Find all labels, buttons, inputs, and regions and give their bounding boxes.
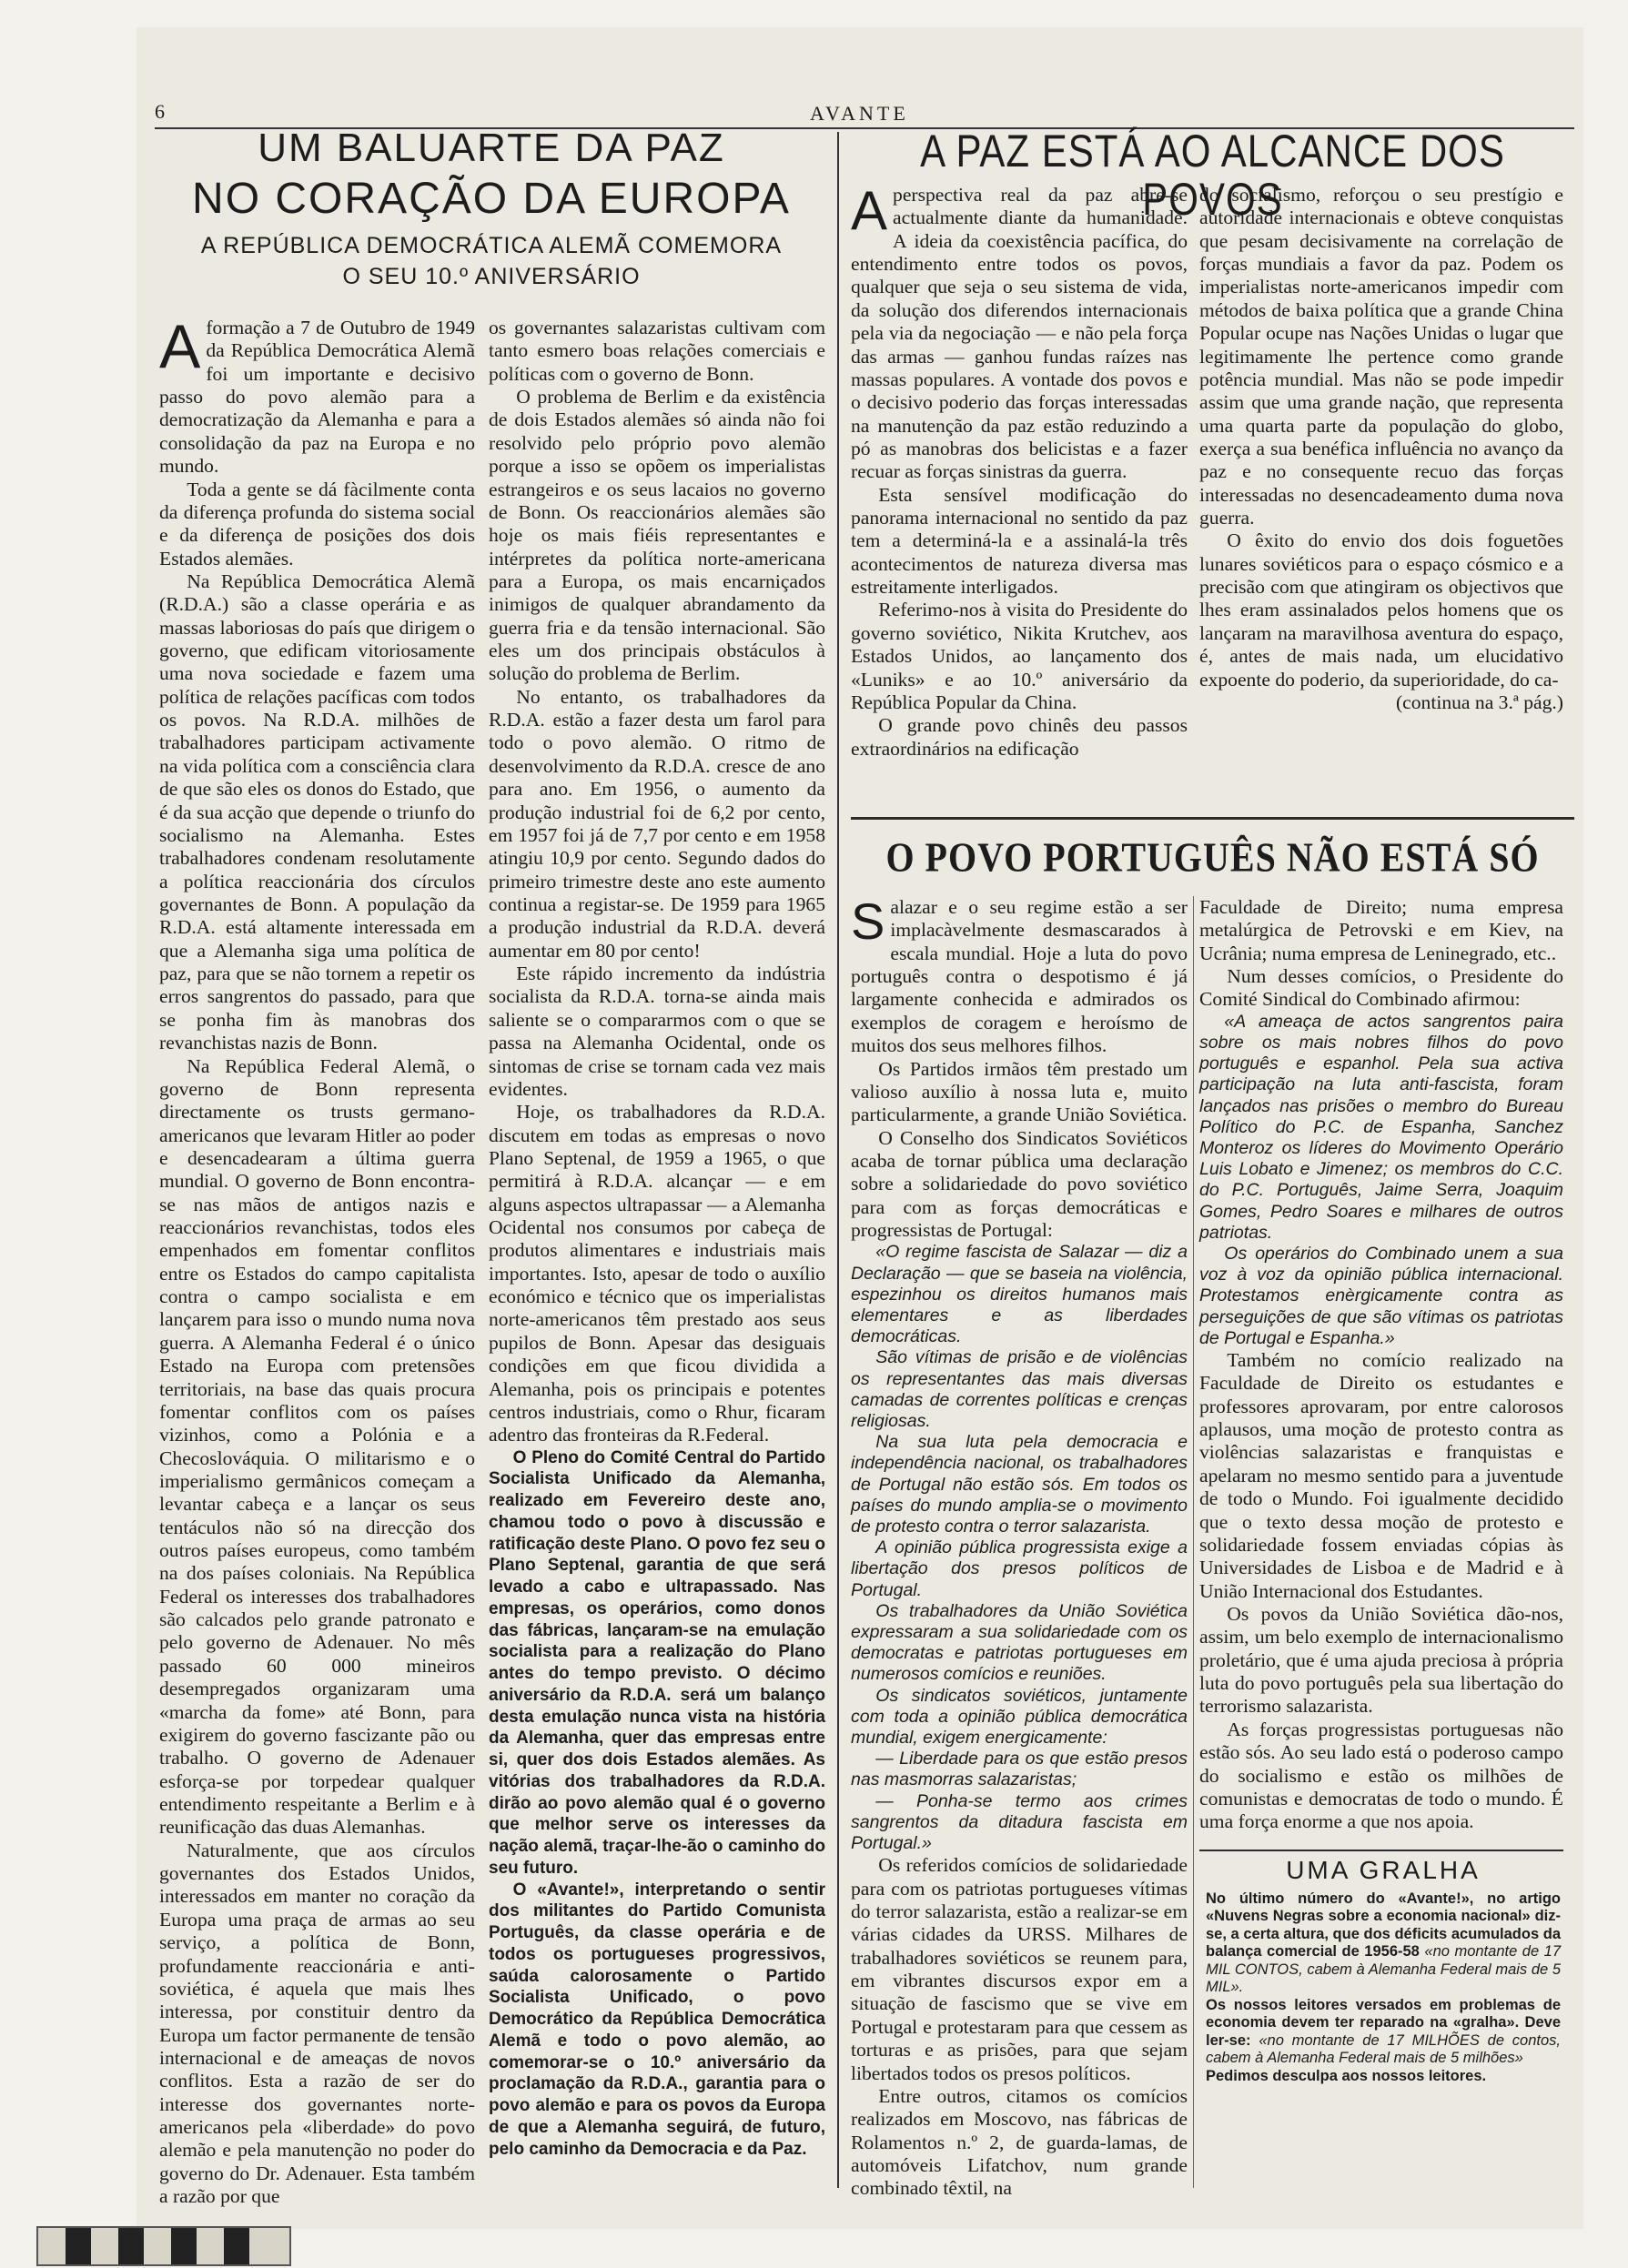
article3-title: O POVO PORTUGUÊS NÃO ESTÁ SÓ bbox=[885, 833, 1540, 881]
ruler-mark bbox=[66, 2228, 91, 2264]
continued-note: (continua na 3.ª pág.) bbox=[1395, 690, 1563, 713]
declaration-quote: «O regime fascista de Salazar — diz a Declaração — que se baseia na violência, espezinhou os direitos humanos mais elementares e as liberdades democráticas. bbox=[851, 1242, 1188, 1347]
article2-paragraph: O grande povo chinês deu passos extraordinários na edificação bbox=[851, 714, 1188, 760]
speech-quote: Os operários do Combinado unem a sua voz à voz da opinião pública internacional. Protestamos enèrgicamente contra as perseguições de que são vítimas os patriotas de Portugal e Espanha.» bbox=[1199, 1244, 1563, 1348]
article1-subtitle-line1: A REPÚBLICA DEMOCRÁTICA ALEMÃ COMEMORA bbox=[200, 232, 783, 258]
column-divider bbox=[837, 132, 839, 2188]
article3-paragraph: Os povos da União Soviética dão-nos, assim, um belo exemplo de internacionalismo proletário, que é uma ajuda preciosa à própria luta do povo português pela sua libertação do terrorismo salazarista. bbox=[1199, 1603, 1563, 1718]
section-divider bbox=[851, 817, 1574, 820]
article1-paragraph: Naturalmente, que aos círculos governantes dos Estados Unidos, interessados em manter no coração da Europa uma praça de armas ao seu serviço, a política de Bonn, profundamente reaccionária e anti-soviética, é aquela que mais lhes interessa, por constituir dentro da Europa um factor permanente de tensão internacional e de ameaças de novos conflitos. Esta a razão de ser do interesse dos governantes norte-americanos pela «liberdade» do povo alemão e pela manutenção no poder do governo do Dr. Adenauer. Esta também a razão por que bbox=[159, 1839, 475, 2208]
declaration-quote: A opinião pública progressista exige a libertação dos presos políticos de Portugal. bbox=[851, 1537, 1188, 1600]
ruler-mark bbox=[118, 2228, 144, 2264]
ruler-mark bbox=[171, 2228, 197, 2264]
scan-ruler bbox=[36, 2226, 291, 2266]
article1-paragraph: Hoje, os trabalhadores da R.D.A. discutem em todas as empresas o novo Plano Septenal, de 1959 a 1965, o que permitirá à R.D.A. alcançar — e em alguns aspectos ultrapassar — a Alemanha Ocidental nos consumos por cabeça de produtos alimentares e industriais mais importantes. Isto, apesar de todo o auxílio económico e técnico que os imperialistas norte-americanos têm prestado aos seus pupilos de Bonn. Apesar das desiguais condições em que ficou dividida a Alemanha, pois os principais e potentes centros industriais, como o Rhur, ficaram adentro das fronteiras da R.Federal. bbox=[489, 1101, 825, 1446]
article1-paragraph: A formação a 7 de Outubro de 1949 da República Democrática Alemã foi um importante e decisivo passo do povo alemão para a democratização da Alemanha e para a consolidação da paz na Europa e no mundo. bbox=[159, 312, 475, 478]
article1-paragraph: os governantes salazaristas cultivam com tanto esmero boas relações comerciais e políticas com o governo de Bonn. bbox=[489, 317, 825, 385]
inner-column-divider bbox=[1193, 896, 1194, 2188]
article1-paragraph: Na República Federal Alemã, o governo de Bonn representa directamente os trusts germano-americanos que levaram Hitler ao poder e desencadearam a última guerra mundial. O governo de Bonn encontra-se nas mãos de antigos nazis e reaccionários revanchistas, todos eles empenhados em fomentar conflitos entre os Estados do campo capitalista contra o campo socialista e em lançarem para isso o mundo numa nova guerra. A Alemanha Federal é o único Estado na Europa com pretensões territoriais, na base das quais procura fomentar conflitos com os países vizinhos, como a Polónia e a Checoslováquia. O militarismo e o imperialismo germânicos começam a levantar cabeça e a lançar os seus tentáculos não só na direcção dos outros países europeus, como também na dos países coloniais. Na República Federal os interesses dos trabalhadores são calcados pelo grande patronato e pelo governo de Adenauer. No mês passado 60 000 mineiros desempregados organizaram uma «marcha da fome» até Bonn, para exigirem do governo fascizante pão ou trabalho. O governo de Adenauer esforça-se por torpedear qualquer entendimento respeitante a Berlim e à reunificação das duas Alemanhas. bbox=[159, 1054, 475, 1839]
correction-text-d: «no montante de 17 MILHÕES de contos, cabem à Alemanha Federal mais de 5 milhões» bbox=[1206, 2031, 1561, 2067]
article1-paragraph: Na República Democrática Alemã (R.D.A.) são a classe operária e as massas laboriosas do país que dirigem o governo, que edificam vitoriosamente uma nova sociedade e fazem uma política de relações pacíficas com todos os povos. Na R.D.A. milhões de trabalhadores participam activamente na vida política com a consciência clara de que são eles os donos do Estado, que é da sua acção que depende o triunfo do socialismo na Alemanha. Estes trabalhadores condenam resolutamente a política reaccionária dos círculos governantes de Bonn. A população da R.D.A. está altamente interessada em que a Alemanha siga uma política de paz, para que se não tornem a repetir os erros sangrentos do passado, para que se ponha fim às manobras dos revanchistas nazis de Bonn. bbox=[159, 570, 475, 1054]
newspaper-name: AVANTE bbox=[810, 102, 909, 125]
article3-paragraph: Faculdade de Direito; numa empresa metalúrgica de Petrovski e em Kiev, na Ucrânia; numa empresa de Leninegrado, etc.. bbox=[1199, 896, 1563, 964]
article2-paragraph: O êxito do envio dos dois foguetões lunares soviéticos para o espaço cósmico e a precisão com que atingiram os objectivos que lhes eram assinalados pelos homens que os lançaram na maravilhosa aventura do espaço, é, antes de mais nada, um elucidativo expoente do poderio, da superioridade, do ca- bbox=[1199, 529, 1563, 690]
declaration-quote: São vítimas de prisão e de violências os representantes das mais diversas camadas de correntes políticas e crenças religiosas. bbox=[851, 1347, 1188, 1432]
article1-paragraph: Este rápido incremento da indústria socialista da R.D.A. torna-se ainda mais saliente se o compararmos com o que se passa na Alemanha Ocidental, onde os sintomas de crise se tornam cada vez mais evidentes. bbox=[489, 963, 825, 1100]
gralha-top-rule bbox=[1199, 1850, 1563, 1851]
article2-column2 bbox=[1199, 184, 1563, 811]
article3-column2 bbox=[1199, 896, 1563, 1842]
article3-column1 bbox=[851, 892, 1188, 2200]
article3-paragraph: O Conselho dos Sindicatos Soviéticos acaba de tornar pública uma declaração sobre a solidariedade do povo soviético para com as forças democráticas e progressistas de Portugal: bbox=[851, 1126, 1188, 1242]
article2-column1 bbox=[851, 180, 1188, 811]
article2-paragraph: Esta sensível modificação do panorama internacional no sentido da paz tem a determiná-la e a assinalá-la três acontecimentos de natureza diversa mas estreitamente interligados. bbox=[851, 483, 1188, 599]
page-number: 6 bbox=[155, 100, 165, 123]
article1-paragraph: No entanto, os trabalhadores da R.D.A. estão a fazer desta um farol para todo o povo alemão. O ritmo de desenvolvimento da R.D.A. cresce de ano para ano. Em 1956, o aumento da produção industrial foi de 6,2 por cento, em 1957 foi já de 7,7 por cento e em 1958 atingiu 10,9 por cento. Segundo dados do primeiro trimestre deste ano este aumento continua a registar-se. De 1959 para 1965 a produção industrial da R.D.A. deverá aumentar em 80 por cento! bbox=[489, 685, 825, 962]
declaration-quote: Na sua luta pela democracia e independência nacional, os trabalhadores de Portugal não estão sós. Em todos os países do mundo amplia-se o movimento de protesto contra o terror salazarista. bbox=[851, 1432, 1188, 1537]
correction-text-b: «no montante de 17 MIL CONTOS, cabem à Alemanha Federal mais de 5 MIL». bbox=[1206, 1943, 1561, 1996]
drop-cap: A bbox=[159, 312, 201, 381]
correction-title: UMA GRALHA bbox=[1286, 1856, 1481, 1884]
article3-paragraph: Também no comício realizado na Faculdade de Direito os estudantes e professores aprovaram, por entre calorosos aplausos, uma moção de protesto contra as violências salazaristas e franquistas e apelaram no mesmo sentido para a juventude de todo o Mundo. Foi igualmente decidido que o texto dessa moção de protesto e solidariedade fossem enviadas cópias às Universidades de Lisboa e de Madrid e à União Internacional dos Estudantes. bbox=[1199, 1349, 1563, 1602]
article3-paragraph: As forças progressistas portuguesas não estão sós. Ao seu lado está o poderoso campo do socialismo e estão os milhões de comunistas e democratas de todo o mundo. É uma força enorme a que nos apoia. bbox=[1199, 1718, 1563, 1833]
article3-headline bbox=[851, 832, 1574, 887]
declaration-quote: — Ponha-se termo aos crimes sangrentos da ditadura fascista em Portugal.» bbox=[851, 1790, 1188, 1854]
correction-notice bbox=[1206, 1856, 1561, 2183]
article2-paragraph: A perspectiva real da paz abre-se actualmente diante da humanidade. A ideia da coexistência pacífica, do entendimento entre todos os povos, qualquer que seja o seu sistema de vida, da solução dos diferendos internacionais pela via da negociação — e não pela força das armas — ganhou fundas raízes nas massas populares. A vontade dos povos e o decisivo poderio das forças interessadas na manutenção da paz estão reduzindo a pó as manobras dos belicistas e a fazer recuar as forças sinistras da guerra. bbox=[851, 180, 1188, 483]
correction-text bbox=[1206, 1890, 1561, 2085]
article2-paragraph: do socialismo, reforçou o seu prestígio e autoridade internacionais e obteve conquistas que pesam decisivamente na correlação de forças mundiais a favor da paz. Podem os imperialistas norte-americanos impedir com métodos de baixa política que a grande China Popular ocupe nas Nações Unidas o lugar que legitimamente lhe pertence como grande potência mundial. Mas não se pode impedir assim que uma grande nação, que representa uma quarta parte da população do globo, exerça a sua benéfica influência no avanço da paz e no consequente recuo das forças interessadas no desencadeamento duma nova guerra. bbox=[1199, 184, 1563, 529]
article1-column1 bbox=[159, 312, 475, 2208]
article1-headline bbox=[155, 127, 828, 309]
article3-paragraph: Salazar e o seu regime estão a ser implacàvelmente desmascarados à escala mundial. Hoje a luta do povo português contra o despotismo é já largamente conhecida e admirados os exemplos de coragem e heroísmo de muitos dos seus melhores filhos. bbox=[851, 892, 1188, 1057]
drop-cap: A bbox=[851, 180, 888, 241]
article1-paragraph: O problema de Berlim e da existência de dois Estados alemães só ainda não foi resolvido pelo próprio povo alemão porque a isso se opõem os imperialistas estrangeiros e os seus lacaios no governo de Bonn. Os reaccionários alemães são hoje os mais fiéis representantes e intérpretes da política norte-americana para a Europa, os mais encarniçados inimigos de qualquer abrandamento da guerra fria e da tensão internacional. São eles um dos principais obstáculos à solução do problema de Berlim. bbox=[489, 386, 825, 685]
declaration-quote: Os trabalhadores da União Soviética expressaram a sua solidariedade com os democratas e patriotas portugueses em numerosos comícios e reuniões. bbox=[851, 1600, 1188, 1685]
article2-title: A PAZ ESTÁ AO ALCANCE DOS POVOS bbox=[920, 125, 1505, 225]
declaration-quote: Os sindicatos soviéticos, juntamente com toda a opinião pública democrática mundial, exigem energicamente: bbox=[851, 1685, 1188, 1749]
article1-title-line2: NO CORAÇÃO DA EUROPA bbox=[192, 175, 791, 224]
article1-title-line1: UM BALUARTE DA PAZ bbox=[258, 126, 725, 170]
article2-paragraph: Referimo-nos à visita do Presidente do governo soviético, Nikita Krutchev, aos Estados Unidos, ao lançamento dos «Luniks» e ao 10.º aniversário da República Popular da China. bbox=[851, 599, 1188, 713]
article1-column2 bbox=[489, 317, 825, 2186]
article1-paragraph: Toda a gente se dá fàcilmente conta da diferença profunda do sistema social e da diferença de posições dos dois Estados alemães. bbox=[159, 478, 475, 570]
article2-headline bbox=[851, 125, 1574, 225]
drop-cap: S bbox=[851, 892, 885, 950]
speech-quote: «A ameaça de actos sangrentos paira sobre os mais nobres filhos do povo português e espanhol. Pela sua activa participação na luta anti-fascista, foram lançados nas prisões o membro do Bureau Político do P.C. de Espanha, Sanchez Monteroz os líderes do Movimento Operário Luis Lobato e Jimenez; os membros do C.C. do P.C. Português, Jaime Serra, Joaquim Gomes, Pedro Soares e milhares de outros patriotas. bbox=[1199, 1011, 1563, 1243]
article3-paragraph: Os Partidos irmãos têm prestado um valioso auxílio à nossa luta e, muito particularmente, a grande União Soviética. bbox=[851, 1057, 1188, 1126]
declaration-quote: — Liberdade para os que estão presos nas masmorras salazaristas; bbox=[851, 1749, 1188, 1790]
article1-bold-paragraph: O Pleno do Comité Central do Partido Socialista Unificado da Alemanha, realizado em Fevereiro deste ano, chamou todo o povo à discussão e ratificação deste Plano. O povo fez seu o Plano Septenal, garantia de que será levado a cabo e ultrapassado. Nas empresas, os operários, como donos das fábricas, lançaram-se na emulação socialista para a realização do Plano antes do tempo previsto. O décimo aniversário da R.D.A. será um balanço desta emulação nunca vista na história da Alemanha, quer das empresas entre si, quer dos dois Estados alemães. As vitórias dos trabalhadores da R.D.A. dirão ao povo alemão qual é o governo que melhor serve os interesses da nação alemã, traçar-lhe-ão o caminho do seu futuro. bbox=[489, 1447, 825, 1878]
correction-text-e: Pedimos desculpa aos nossos leitores. bbox=[1206, 2067, 1487, 2084]
correction-text-a: No último número do «Avante!», no artigo «Nuvens Negras sobre a economia nacional» diz-se, a certa altura, que dos déficits acumulados da balança comercial de 1956-58 bbox=[1206, 1890, 1561, 1961]
article3-paragraph: Num desses comícios, o Presidente do Comité Sindical do Combinado afirmou: bbox=[1199, 965, 1563, 1011]
correction-text-c: Os nossos leitores versados em problemas de economia devem ter reparado na «gralha». Deve ler-se: bbox=[1206, 1996, 1561, 2049]
article1-subtitle-line2: O SEU 10.º ANIVERSÁRIO bbox=[342, 263, 641, 289]
article1-closing-paragraph: O «Avante!», interpretando o sentir dos militantes do Partido Comunista Português, da classe operária e de todos os portugueses progressivos, saúda calorosamente o Partido Socialista Unificado, o povo Democrático da República Democrática Alemã e todo o povo alemão, ao comemorar-se o 10.º aniversário da proclamação da R.D.A., garantia para o povo alemão e para os povos da Europa de que a Alemanha seguirá, de futuro, pelo caminho da Democracia e da Paz. bbox=[489, 1880, 825, 2159]
article3-paragraph: Entre outros, citamos os comícios realizados em Moscovo, nas fábricas de Rolamentos n.º 2, de guarda-lamas, de automóveis Lifatchov, num grande combinado têxtil, na bbox=[851, 2084, 1188, 2200]
article3-paragraph: Os referidos comícios de solidariedade para com os patriotas portugueses vítimas do terror salazarista, estão a realizar-se em várias cidades da URSS. Milhares de trabalhadores soviéticos se reunem para, em vibrantes discursos expor em a situação de fascismo que se vive em Portugal e protestaram para que cessem as torturas e as prisões, para que sejam libertados todos os presos políticos. bbox=[851, 1854, 1188, 2084]
ruler-mark bbox=[224, 2228, 249, 2264]
